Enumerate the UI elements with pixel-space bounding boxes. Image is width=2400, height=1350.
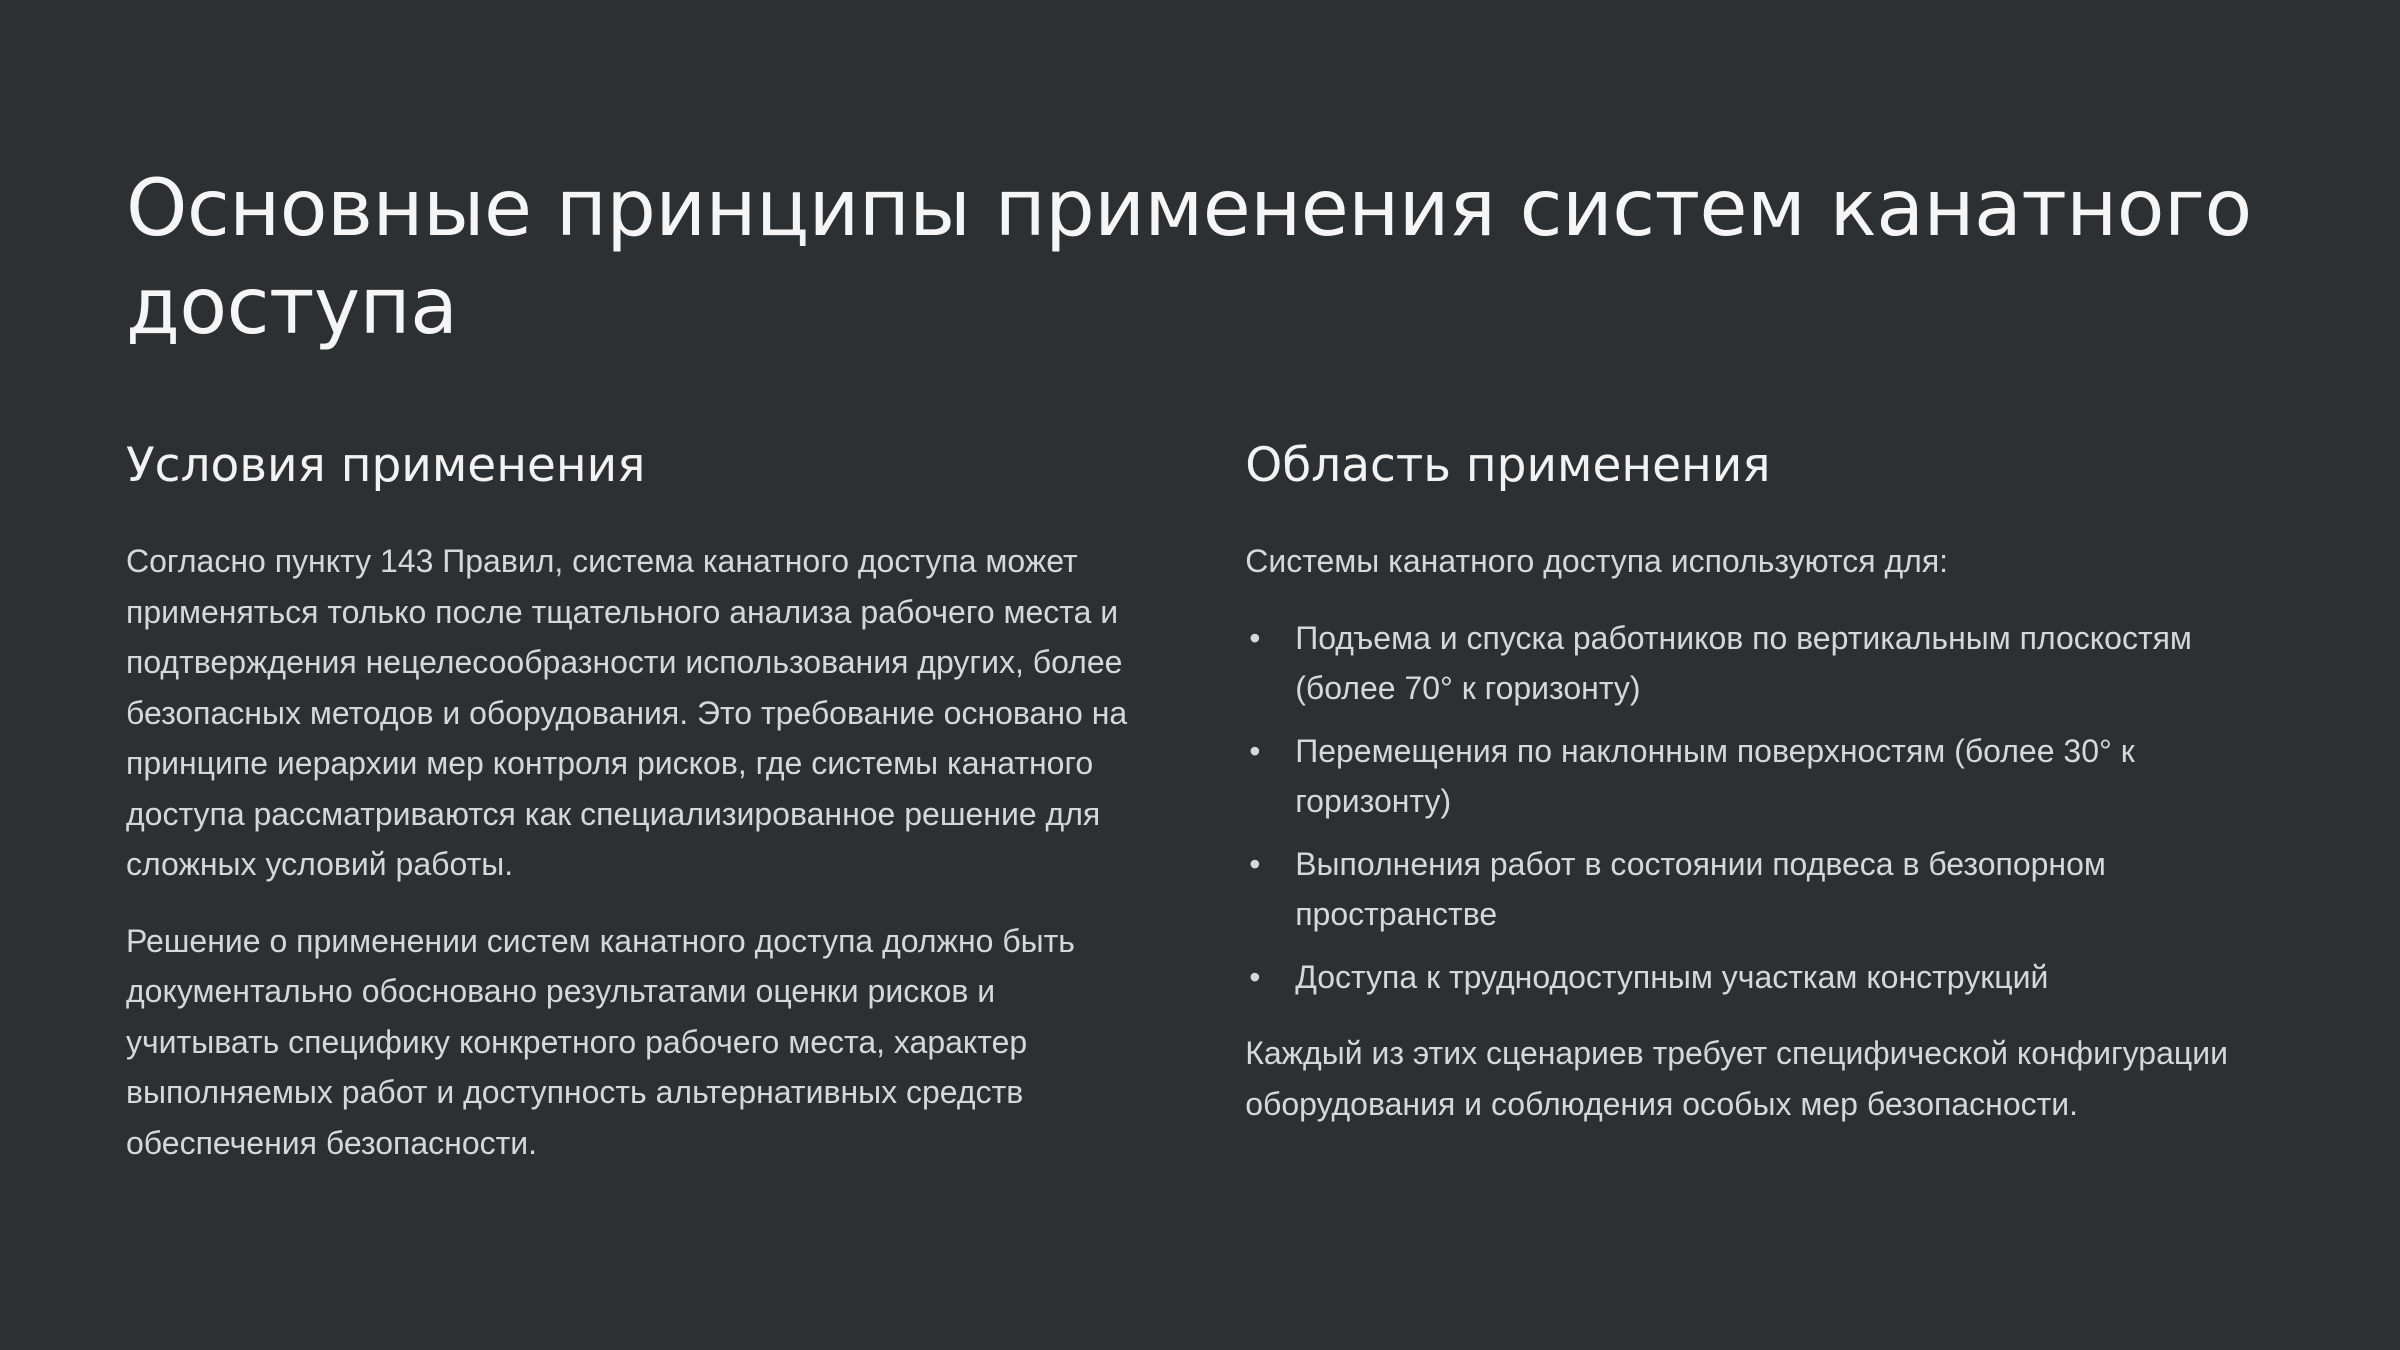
bullet-icon: • <box>1249 732 1261 769</box>
scope-conclusion: Каждый из этих сценариев требует специфической конфигурации оборудования и соблюдения особых мер безопасности. <box>1245 1035 2228 1122</box>
list-item <box>1245 726 2274 827</box>
scope-intro: Системы канатного доступа используются для: <box>1245 543 1949 579</box>
content-columns <box>126 434 2274 1194</box>
scope-section <box>1245 434 2274 1194</box>
list-item <box>1245 952 2274 1003</box>
conditions-heading: Условия применения <box>126 438 646 493</box>
list-item <box>1245 839 2274 940</box>
scope-bullet-list <box>1245 613 2274 1003</box>
scope-heading: Область применения <box>1245 438 1771 493</box>
bullet-icon: • <box>1249 619 1261 656</box>
list-item-text: Подъема и спуска работников по вертикальным плоскостям (более 70° к горизонту) <box>1295 619 2192 706</box>
list-item-text: Доступа к труднодоступным участкам конструкций <box>1295 958 2049 995</box>
conditions-paragraph-1: Согласно пункту 143 Правил, система канатного доступа может применяться только после тщательного анализа рабочего места и подтверждения нецелесообразности использования других, более безопасных методов и оборудования. Это требование основано на принципе иерархии мер контроля рисков, где системы канатного доступа рассматриваются как специализированное решение для сложных условий работы. <box>126 543 1128 882</box>
list-item-text: Выполнения работ в состоянии подвеса в безопорном пространстве <box>1295 845 2106 932</box>
bullet-icon: • <box>1249 845 1261 882</box>
conditions-paragraph-2: Решение о применении систем канатного доступа должно быть документально обосновано результатами оценки рисков и учитывать специфику конкретного рабочего места, характер выполняемых работ и доступность альтернативных средств обеспечения безопасности. <box>126 922 1075 1161</box>
list-item-text: Перемещения по наклонным поверхностям (более 30° к горизонту) <box>1295 732 2135 819</box>
conditions-section <box>126 434 1135 1194</box>
bullet-icon: • <box>1249 958 1261 995</box>
page-title: Основные принципы применения систем канатного доступа <box>126 164 2252 352</box>
list-item <box>1245 613 2274 714</box>
